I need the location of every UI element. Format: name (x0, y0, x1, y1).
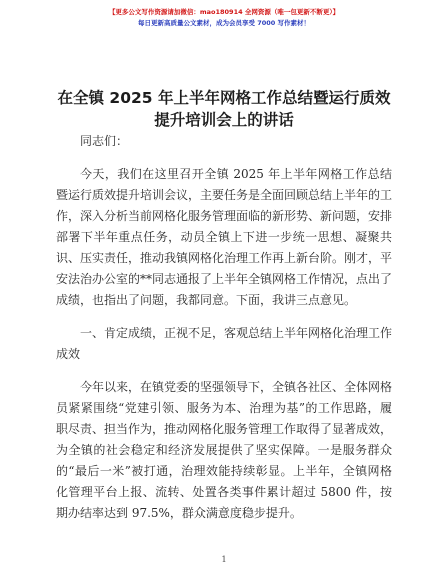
paragraph-intro: 今天，我们在这里召开全镇 2025 年上半年网格工作总结暨运行质效提升培训会议，主要任务是全面回顾总结上半年的工作，深入分析当前网格化服务管理面临的新形势、新问题，安排部署下半年重点任务，动员全镇上下进一步统一思想、凝聚共识、压实责任，推动我镇网格化治理工作再上新台阶。刚才，平安法治办公室的**同志通报了上半年全镇网格工作情况，点出了成绩，也指出了问题，我都同意。下面，我讲三点意见。 (56, 167, 393, 307)
page-number: 1 (221, 555, 227, 564)
promo-banner-line1: 【更多公文写作资源请加微信：mao180914 全网资源（唯一包更新不断更）】 (108, 8, 340, 16)
salutation: 同志们： (80, 134, 129, 148)
paragraph-achievements: 今年以来，在镇党委的坚强领导下，全镇各社区、全体网格员紧紧围绕“党建引领、服务为本、治理为基”的工作思路，履职尽责、担当作为，推动网格化服务管理工作取得了显著成效，为全镇的社会稳定和经济发展提供了坚实保障。一是服务群众的“最后一米”被打通，治理效能持续彰显。上半年，全镇网格化管理平台上报、流转、处置各类事件累计超过 5800 件，按期办结率达到 97.5%，群众满意度稳步提升。 (56, 380, 393, 520)
document-body (56, 131, 392, 524)
document-title-line2: 提升培训会上的讲话 (154, 111, 294, 129)
section-heading-1: 一、肯定成绩，正视不足，客观总结上半年网格化治理工作成效 (56, 326, 393, 361)
promo-banner-line2: 每日更新高质量公文素材，成为会员享受 7000 写作素材！ (137, 19, 311, 27)
document-title (40, 87, 408, 131)
document-title-line1: 在全镇 2025 年上半年网格工作总结暨运行质效 (57, 89, 391, 107)
promo-banner (0, 7, 448, 29)
